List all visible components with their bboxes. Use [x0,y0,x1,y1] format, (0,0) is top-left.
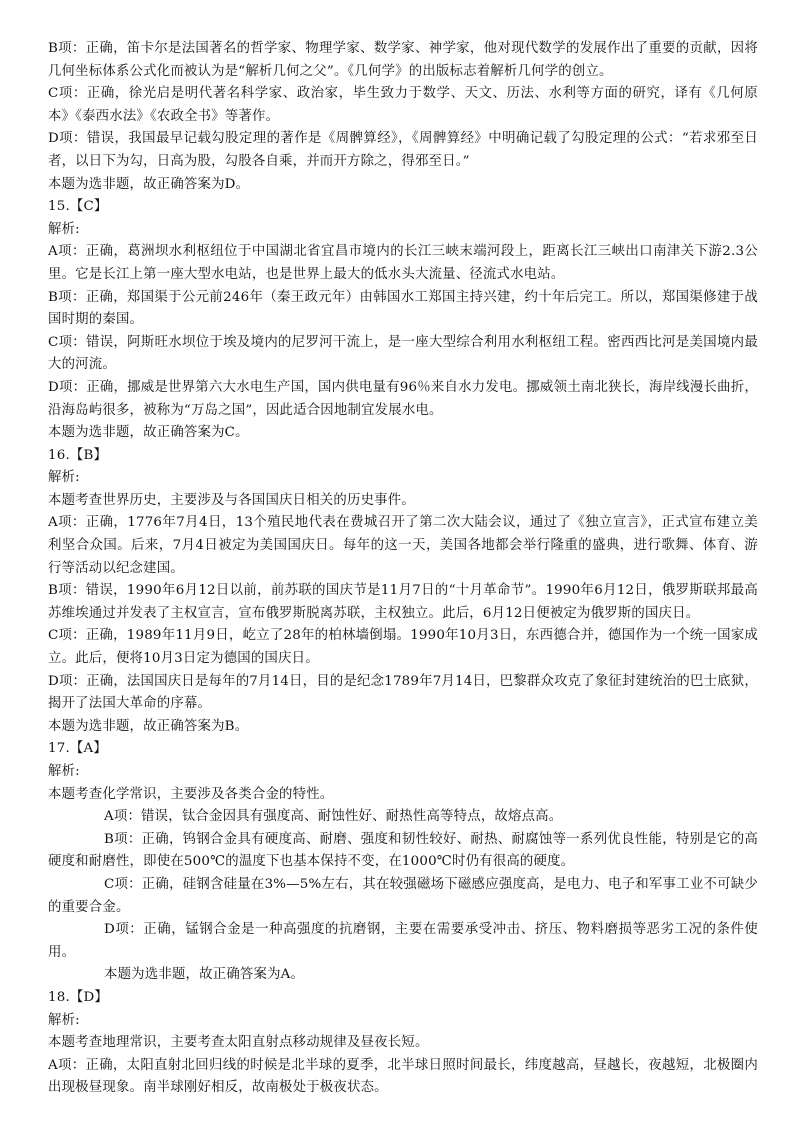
paragraph: C项：错误，阿斯旺水坝位于埃及境内的尼罗河干流上，是一座大型综合利用水利枢纽工程。密西西比河是美国境内最大的河流。 [48,334,758,373]
paragraph: 本题考查化学常识，主要涉及各类合金的特性。 [48,786,334,802]
question-number: 16.【B】 [48,447,108,463]
question-number: 18.【D】 [48,989,109,1005]
paragraph: D项：正确，锰钢合金是一种高强度的抗磨钢，主要在需要承受冲击、挤压、物料磨损等恶劣工况的条件使用。 [48,922,758,960]
paragraph: D项：正确，挪威是世界第六大水电生产国，国内供电量有96％来自水力发电。挪威领土南北狭长，海岸线漫长曲折，沿海岛屿很多，被称为“万岛之国”，因此适合因地制宜发展水电。 [48,379,758,418]
paragraph: C项：正确，1989年11月9日，屹立了28年的柏林墙倒塌。1990年10月3日，东西德合并，德国作为一个统一国家成立。此后，便将10月3日定为德国的国庆日。 [48,628,758,667]
question-number: 17.【A】 [48,741,107,757]
paragraph: D项：错误，我国最早记载勾股定理的著作是《周髀算经》，《周髀算经》中明确记载了勾股定理的公式：“若求邪至日者，以日下为勾，日高为股，勾股各自乘，并而开方除之，得邪至日。” [48,131,758,169]
paragraph: A项：错误，钛合金因具有强度高、耐蚀性好、耐热性高等特点，故熔点高。 [104,809,563,825]
analysis-heading: 解析: [48,470,80,486]
paragraph: C项：正确，硅钢含硅量在3%—5%左右，其在较强磁场下磁感应强度高，是电力、电子和军事工业不可缺少的重要合金。 [48,876,758,915]
paragraph: A项：正确，葛洲坝水利枢纽位于中国湖北省宜昌市境内的长江三峡末端河段上，距离长江三峡出口南津关下游2.3公里。它是长江上第一座大型水电站，也是世界上最大的低水头大流量、径流式水电站。 [48,244,758,282]
analysis-heading: 解析: [48,764,80,779]
paragraph: A项：正确，1776年7月4日，13个殖民地代表在费城召开了第二次大陆会议，通过了《独立宣言》，正式宣布建立美利坚合众国。后来，7月4日被定为美国国庆日。每年的这一天，美国各地都会举行隆重的盛典，进行歌舞、体育、游行等活动以纪念建国。 [48,515,758,576]
answer-line: 本题为选非题，故正确答案为B。 [48,718,249,734]
answer-line: 本题为选非题，故正确答案为D。 [48,176,250,192]
paragraph: C项：正确，徐光启是明代著名科学家、政治家，毕生致力于数学、天文、历法、水利等方面的研究，译有《几何原本》《泰西水法》《农政全书》等著作。 [48,86,758,124]
analysis-heading: 解析: [48,221,80,237]
paragraph: 本题考查地理常识，主要考查太阳直射点移动规律及昼夜长短。 [48,1035,429,1051]
paragraph: B项：错误，1990年6月12日以前，前苏联的国庆节是11月7日的“十月革命节”。1990年6月12日，俄罗斯联邦最高苏维埃通过并发表了主权宣言，宣布俄罗斯脱离苏联，主权独立。此后，6月12日便被定为俄罗斯的国庆日。 [48,583,758,621]
paragraph: B项：正确，郑国渠于公元前246年（秦王政元年）由韩国水工郑国主持兴建，约十年后完工。所以，郑国渠修建于战国时期的秦国。 [48,289,758,328]
paragraph: B项：正确，笛卡尔是法国著名的哲学家、物理学家、数学家、神学家，他对现代数学的发展作出了重要的贡献，因将几何坐标体系公式化而被认为是“解析几何之父”。《几何学》的出版标志着解析几何学的创立。 [48,41,758,79]
question-number: 15.【C】 [48,199,108,215]
analysis-heading: 解析: [48,1012,80,1028]
answer-line: 本题为选非题，故正确答案为C。 [48,425,249,441]
paragraph: A项：正确，太阳直射北回归线的时候是北半球的夏季，北半球日照时间最长，纬度越高，昼越长，夜越短，北极圈内出现极昼现象。南半球刚好相反，故南极处于极夜状态。 [48,1057,758,1096]
paragraph: 本题考查世界历史，主要涉及与各国国庆日相关的历史事件。 [48,492,415,508]
paragraph: D项：正确，法国国庆日是每年的7月14日，目的是纪念1789年7月14日，巴黎群众攻克了象征封建统治的巴士底狱，揭开了法国大革命的序幕。 [48,673,758,712]
paragraph: B项：正确，钨钢合金具有硬度高、耐磨、强度和韧性较好、耐热、耐腐蚀等一系列优良性能，特别是它的高硬度和耐磨性，即使在500℃的温度下也基本保持不变，在1000℃时仍有很高的硬度。 [48,831,758,870]
answer-line: 本题为选非题，故正确答案为A。 [104,967,305,983]
